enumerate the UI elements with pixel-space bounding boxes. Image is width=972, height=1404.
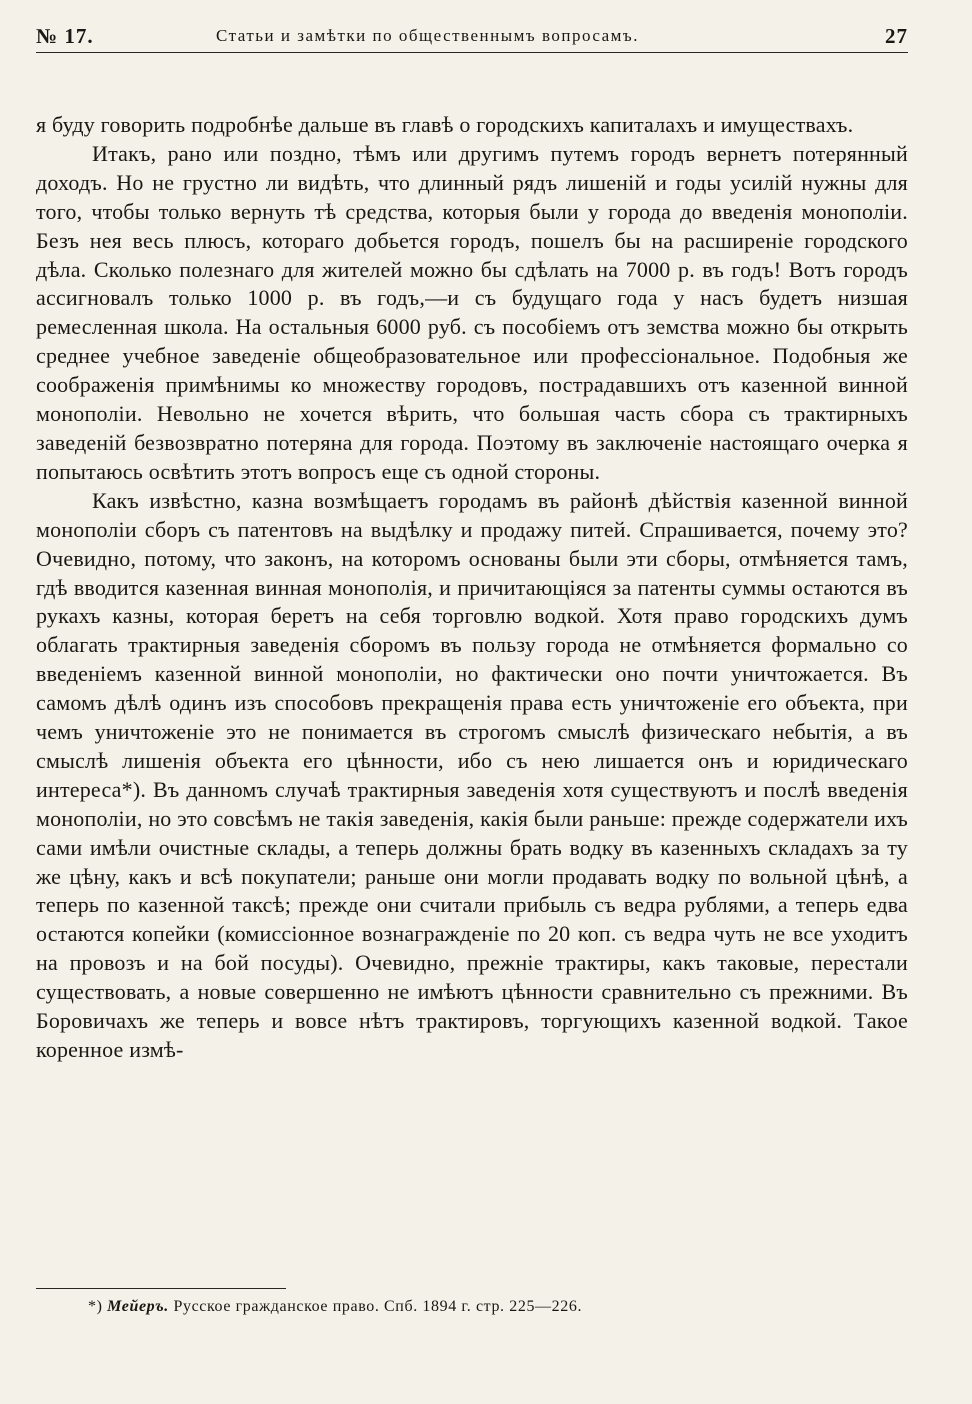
document-page — [36, 22, 908, 1065]
footnote-text: Русское гражданское право. Спб. 1894 г. стр. 225—226. — [173, 1298, 583, 1315]
paragraph-continuation: я буду говорить подробнѣе дальше въ главѣ о городскихъ капиталахъ и имуществахъ. — [36, 112, 854, 137]
body-text — [36, 111, 908, 1065]
paragraph: Итакъ, рано или поздно, тѣмъ или другимъ путемъ городъ вернетъ потерянный доходъ. Но не грустно ли видѣть, что длинный рядъ лишеній и годы усилій нужны для того, чтобы только вернуть тѣ средства, которыя были у города до введенія монополіи. Безъ нея весь плюсъ, котораго добьется городъ, пошелъ бы на расширеніе городского дѣла. Сколько полезнаго для жителей можно бы сдѣлать на 7000 р. въ годъ! Вотъ городъ ассигновалъ только 1000 р. въ годъ,—и съ будущаго года у насъ будетъ низшая ремесленная школа. На остальныя 6000 руб. съ пособіемъ отъ земства можно бы открыть среднее учебное заведеніе общеобразовательное или профессіональное. Подобныя же соображенія примѣнимы ко множеству городовъ, пострадавшихъ отъ казенной винной монополіи. Невольно не хочется вѣрить, что большая часть сбора съ трактирныхъ заведеній безвозвратно потеряна для города. Поэтому въ заключеніе настоящаго очерка я попытаюсь освѣтить этотъ вопросъ еще съ одной стороны. — [36, 140, 908, 484]
footnote-divider — [36, 1288, 286, 1289]
section-title: Статьи и замѣтки по общественнымъ вопросамъ. — [216, 26, 639, 45]
footnote-author: Мейеръ. — [107, 1298, 169, 1315]
footnote-marker: *) — [88, 1298, 103, 1315]
running-header — [36, 22, 908, 53]
paragraph: Какъ извѣстно, казна возмѣщаетъ городамъ въ районѣ дѣйствія казенной винной монополіи сборъ съ патентовъ на выдѣлку и продажу питей. Спрашивается, почему это? Очевидно, потому, что законъ, на которомъ основаны были эти сборы, отмѣняется тамъ, гдѣ вводится казенная винная монополія, и причитающіяся за патенты суммы остаются въ рукахъ казны, которая беретъ на себя торговлю водкой. Хотя право городскихъ думъ облагать трактирныя заведенія сборомъ въ пользу города не отмѣняется формально со введеніемъ казенной винной монополіи, но фактически оно почти уничтожается. Въ самомъ дѣлѣ одинъ изъ способовъ прекращенія права есть уничтоженіе его объекта, при чемъ уничтоженіе это не понимается въ строгомъ смыслѣ физическаго небытія, а въ смыслѣ лишенія объекта его цѣнности, ибо съ нею лишается онъ и юридическаго интереса*). Въ данномъ случаѣ трактирныя заведенія хотя существуютъ и послѣ введенія монополіи, но это совсѣмъ не такія заведенія, какія были раньше: прежде содержатели ихъ сами имѣли очистные склады, а теперь должны брать водку въ казенныхъ складахъ за ту же цѣну, какъ и всѣ покупатели; раньше они могли продавать водку по вольной цѣнѣ, а теперь по казенной таксѣ; прежде они считали прибыль съ ведра рублями, а теперь едва остаются копейки (комиссіонное вознагражденіе по 20 коп. съ ведра чуть не все уходитъ на провозъ и на бой посуды). Очевидно, прежніе трактиры, какъ таковые, перестали существовать, а новые совершенно не имѣютъ цѣнности сравнительно съ прежними. Въ Боровичахъ же теперь и вовсе нѣтъ трактировъ, торгующихъ казенной водкой. Такое коренное измѣ- — [36, 487, 908, 1062]
footnote — [88, 1298, 582, 1316]
page-number: 27 — [885, 24, 908, 48]
issue-number: № 17. — [36, 24, 94, 48]
